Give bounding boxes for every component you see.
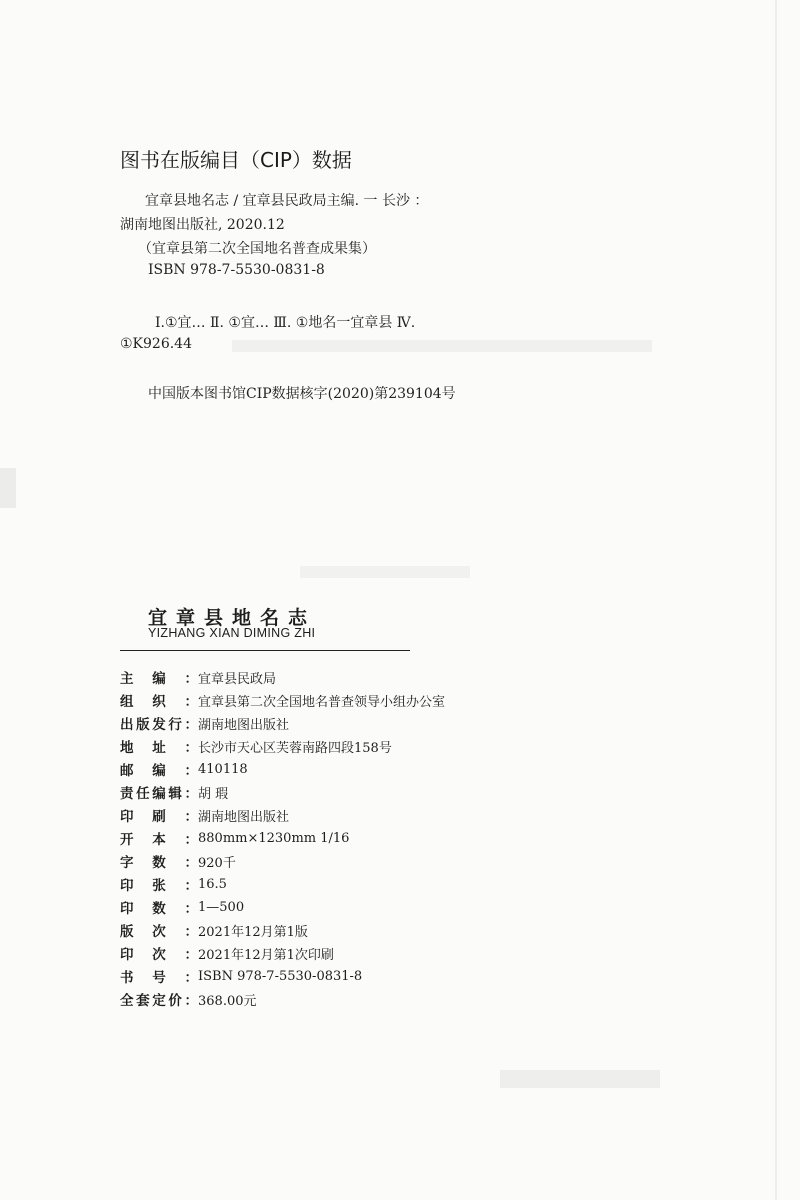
cip-title: 图书在版编目（CIP）数据 [120,148,352,172]
cip-record-number: 中国版本图书馆CIP数据核字(2020)第239104号 [148,386,456,402]
info-row [120,804,289,826]
info-value: 2021年12月第1版 [198,924,308,940]
show-through-mark [0,468,16,508]
info-row [120,988,257,1010]
info-label: 出 版 发 行 ： [120,717,198,733]
cip-isbn-line: ISBN 978-7-5530-0831-8 [148,262,325,278]
info-value: 410118 [198,761,248,777]
info-row [120,827,349,849]
info-value: 880mm×1230mm 1/16 [198,830,350,846]
info-row [120,712,289,734]
info-label: 版 次 ： [120,924,198,940]
book-title: 宜章县地名志 [148,607,317,629]
info-row [120,965,362,987]
cip-classification-line: ①K926.44 [120,336,192,352]
info-label: 印 刷 ： [120,809,198,825]
info-value: 2021年12月第1次印刷 [198,947,334,963]
cip-entry-line: 宜章县地名志 / 宜章县民政局主编. 一 长沙 ： [145,193,429,209]
info-label: 主 编 ： [120,671,198,687]
info-value: 368.00元 [198,993,257,1009]
show-through-mark [500,1070,660,1088]
show-through-mark [232,340,652,352]
info-row [120,758,248,780]
cip-entry-line: 湖南地图出版社, 2020.12 [120,217,285,233]
info-row [120,919,308,941]
info-value: 16.5 [198,876,227,892]
info-row [120,735,392,757]
title-rule [120,650,410,651]
info-label: 印 次 ： [120,947,198,963]
cip-series-line: （宜章县第二次全国地名普查成果集） [138,241,376,257]
info-value: ISBN 978-7-5530-0831-8 [198,968,363,984]
info-row [120,896,244,918]
info-label: 开 本 ： [120,832,198,848]
info-label: 印 张 ： [120,878,198,894]
info-label: 印 数 ： [120,901,198,917]
info-value: 1—500 [198,899,245,915]
cip-subject-line: Ⅰ.①宜… Ⅱ. ①宜… Ⅲ. ①地名一宜章县 Ⅳ. [155,315,416,331]
info-value: 胡 瑕 [198,786,229,802]
info-label: 字 数 ： [120,855,198,871]
info-label: 责 任 编 辑 ： [120,786,198,802]
show-through-mark [300,566,470,578]
page-edge-shadow [775,0,777,1200]
info-row [120,873,227,895]
info-row [120,781,228,803]
info-label: 全 套 定 价 ： [120,993,198,1009]
info-label: 组 织 ： [120,694,198,710]
info-row [120,850,236,872]
info-label: 书 号 ： [120,970,198,986]
info-row [120,666,276,688]
book-title-pinyin: YIZHANG XIAN DIMING ZHI [148,626,316,640]
info-value: 湖南地图出版社 [198,809,290,825]
info-label: 地 址 ： [120,740,198,756]
info-row [120,689,445,711]
info-value: 宜章县民政局 [198,671,277,687]
info-row [120,942,334,964]
info-value: 920千 [198,855,236,871]
info-value: 湖南地图出版社 [198,717,290,733]
info-value: 长沙市天心区芙蓉南路四段158号 [198,740,392,756]
info-label: 邮 编 ： [120,763,198,779]
info-value: 宜章县第二次全国地名普查领导小组办公室 [198,694,446,710]
